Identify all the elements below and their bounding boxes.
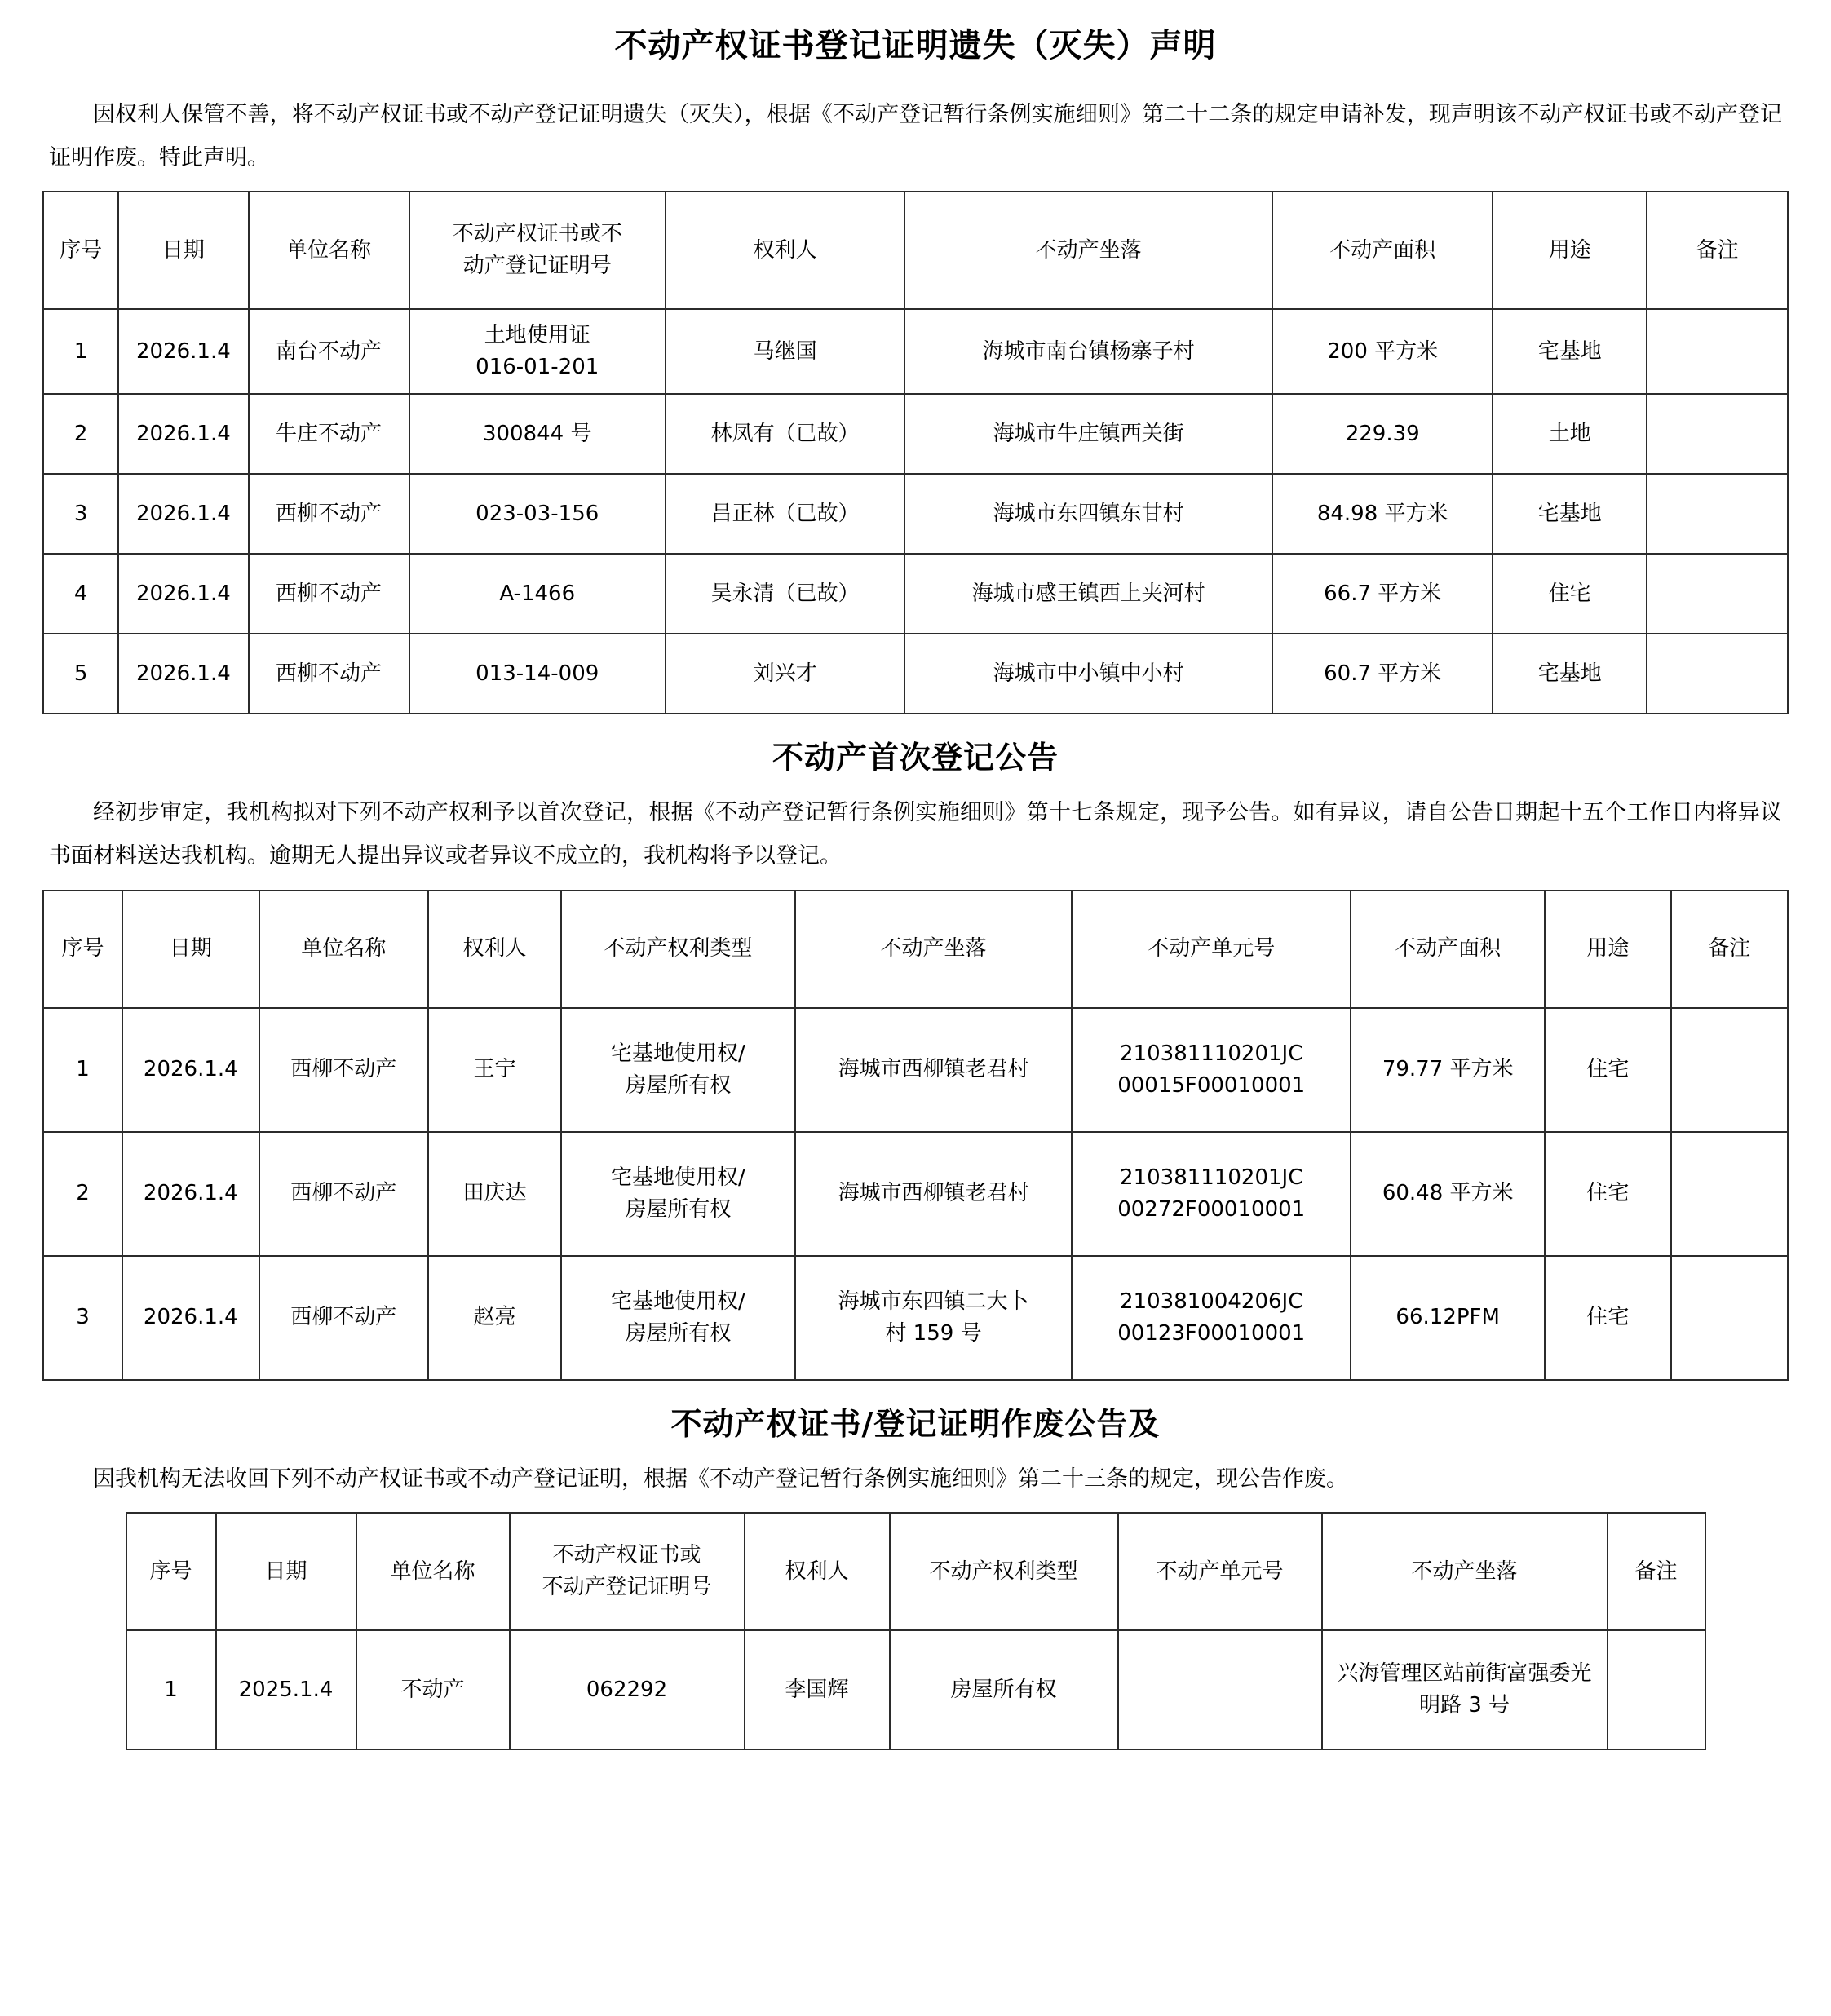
cell-cert-no: A-1466 [409, 554, 666, 634]
th-no: 序号 [43, 192, 118, 309]
cell-remark [1647, 634, 1788, 714]
cell-owner: 王宁 [428, 1008, 561, 1132]
th-no: 序号 [126, 1513, 216, 1630]
loss-declaration-paragraph: 因权利人保管不善，将不动产权证书或不动产登记证明遗失（灭失），根据《不动产登记暂行条例实施细则》第二十二条的规定申请补发，现声明该不动产权证书或不动产登记证明作废。特此声明。 [49, 102, 1782, 170]
cell-date: 2026.1.4 [118, 554, 248, 634]
cell-use: 土地 [1493, 394, 1647, 474]
cell-area: 229.39 [1272, 394, 1493, 474]
section-title-void-notice: 不动产权证书/登记证明作废公告及 [670, 1405, 1161, 1442]
th-unit: 单位名称 [259, 891, 428, 1008]
cell-unit-no-line2: 00015F00010001 [1117, 1072, 1306, 1098]
cell-date: 2026.1.4 [118, 309, 248, 394]
cell-unit: 西柳不动产 [249, 554, 409, 634]
th-area: 不动产面积 [1351, 891, 1545, 1008]
cell-location-line2: 村 159 号 [885, 1320, 982, 1346]
th-date: 日期 [216, 1513, 356, 1630]
cell-unit-no [1072, 1132, 1351, 1256]
cell-location [795, 1256, 1073, 1380]
cell-use: 住宅 [1545, 1256, 1670, 1380]
cell-location-line1: 兴海管理区站前街富强委光 [1337, 1661, 1592, 1687]
cell-unit-no-line1: 210381110201JC [1120, 1041, 1303, 1066]
th-use: 用途 [1493, 192, 1647, 309]
cell-date: 2026.1.4 [118, 634, 248, 714]
cell-cert-no: 013-14-009 [409, 634, 666, 714]
th-unit: 单位名称 [356, 1513, 510, 1630]
first-registration-table [42, 890, 1789, 1381]
cell-use: 宅基地 [1493, 309, 1647, 394]
cell-date: 2026.1.4 [122, 1132, 259, 1256]
cell-remark [1647, 554, 1788, 634]
cell-right-type-line1: 宅基地使用权/ [610, 1289, 745, 1314]
cell-unit-no-line2: 00272F00010001 [1117, 1196, 1306, 1222]
cell-location [795, 1132, 1073, 1256]
th-remark: 备注 [1608, 1513, 1705, 1630]
th-cert-no [510, 1513, 745, 1630]
cell-unit: 牛庄不动产 [249, 394, 409, 474]
th-owner: 权利人 [666, 192, 904, 309]
cell-unit-no-line1: 210381004206JC [1120, 1289, 1303, 1314]
th-location: 不动产坐落 [904, 192, 1272, 309]
cell-location: 海城市牛庄镇西关街 [904, 394, 1272, 474]
cell-right-type-line1: 宅基地使用权/ [610, 1041, 745, 1066]
th-remark: 备注 [1647, 192, 1788, 309]
cell-date: 2026.1.4 [122, 1256, 259, 1380]
cell-unit-no [1072, 1256, 1351, 1380]
cell-location [795, 1008, 1073, 1132]
section-title-first-registration: 不动产首次登记公告 [772, 740, 1059, 776]
cell-cert-no: 300844 号 [409, 394, 666, 474]
cell-date: 2026.1.4 [118, 394, 248, 474]
cell-unit: 西柳不动产 [249, 634, 409, 714]
cell-unit: 西柳不动产 [259, 1008, 428, 1132]
cell-location: 海城市南台镇杨寨子村 [904, 309, 1272, 394]
void-notice-table [126, 1512, 1706, 1750]
cell-right-type-line2: 房屋所有权 [625, 1072, 732, 1098]
table-header-row [43, 891, 1788, 1008]
cell-owner: 吴永清（已故） [666, 554, 904, 634]
cell-unit-no-line1: 210381110201JC [1120, 1165, 1303, 1190]
cell-remark [1671, 1008, 1788, 1132]
cell-use: 宅基地 [1493, 634, 1647, 714]
cell-area: 84.98 平方米 [1272, 474, 1493, 554]
cell-remark [1608, 1630, 1705, 1749]
cell-unit-no [1118, 1630, 1322, 1749]
cell-right-type [561, 1256, 795, 1380]
th-owner: 权利人 [428, 891, 561, 1008]
cell-unit: 不动产 [356, 1630, 510, 1749]
table-row [43, 634, 1788, 714]
loss-declaration-table [42, 191, 1789, 714]
th-cert-no [409, 192, 666, 309]
void-notice-paragraph: 因我机构无法收回下列不动产权证书或不动产登记证明，根据《不动产登记暂行条例实施细则》第二十三条的规定，现公告作废。 [93, 1466, 1348, 1492]
cell-remark [1647, 474, 1788, 554]
table-row [43, 1008, 1788, 1132]
cell-date: 2026.1.4 [118, 474, 248, 554]
cell-use: 住宅 [1545, 1132, 1670, 1256]
cell-remark [1671, 1256, 1788, 1380]
table-row [43, 554, 1788, 634]
th-cert-no-line2: 不动产登记证明号 [542, 1575, 712, 1600]
th-location: 不动产坐落 [795, 891, 1073, 1008]
cell-unit: 南台不动产 [249, 309, 409, 394]
cell-remark [1671, 1132, 1788, 1256]
cell-owner: 马继国 [666, 309, 904, 394]
cell-area: 60.48 平方米 [1351, 1132, 1545, 1256]
th-right-type: 不动产权利类型 [890, 1513, 1118, 1630]
cell-owner: 吕正林（已故） [666, 474, 904, 554]
cell-cert-no-line2: 016-01-201 [475, 355, 599, 380]
cell-location-line1: 海城市西柳镇老君村 [838, 1057, 1029, 1082]
th-use: 用途 [1545, 891, 1670, 1008]
table-row [43, 309, 1788, 394]
cell-right-type [561, 1132, 795, 1256]
cell-no: 1 [43, 309, 118, 394]
th-owner: 权利人 [745, 1513, 890, 1630]
cell-cert-no: 062292 [510, 1630, 745, 1749]
cell-unit: 西柳不动产 [249, 474, 409, 554]
th-date: 日期 [122, 891, 259, 1008]
cell-no: 3 [43, 474, 118, 554]
cell-use: 住宅 [1493, 554, 1647, 634]
th-remark: 备注 [1671, 891, 1788, 1008]
cell-no: 2 [43, 394, 118, 474]
cell-location: 海城市感王镇西上夹河村 [904, 554, 1272, 634]
th-no: 序号 [43, 891, 122, 1008]
cell-area: 60.7 平方米 [1272, 634, 1493, 714]
th-location: 不动产坐落 [1322, 1513, 1608, 1630]
th-cert-no-line1: 不动产权证书或不 [452, 222, 622, 247]
table-row [43, 1256, 1788, 1380]
cell-use: 宅基地 [1493, 474, 1647, 554]
cell-remark [1647, 309, 1788, 394]
cell-owner: 赵亮 [428, 1256, 561, 1380]
cell-right-type [561, 1008, 795, 1132]
cell-location-line1: 海城市西柳镇老君村 [838, 1181, 1029, 1206]
cell-remark [1647, 394, 1788, 474]
cell-location-line2: 明路 3 号 [1418, 1693, 1510, 1718]
cell-location-line1: 海城市东四镇二大卜 [838, 1289, 1029, 1314]
first-registration-paragraph: 经初步审定，我机构拟对下列不动产权利予以首次登记，根据《不动产登记暂行条例实施细则》第十七条规定，现予公告。如有异议，请自公告日期起十五个工作日内将异议书面材料送达我机构。逾期无人提出异议或者异议不成立的，我机构将予以登记。 [49, 800, 1782, 869]
cell-no: 5 [43, 634, 118, 714]
th-date: 日期 [118, 192, 248, 309]
cell-date: 2026.1.4 [122, 1008, 259, 1132]
cell-area: 200 平方米 [1272, 309, 1493, 394]
cell-owner: 李国辉 [745, 1630, 890, 1749]
cell-location [1322, 1630, 1608, 1749]
table-row [126, 1630, 1705, 1749]
cell-unit: 西柳不动产 [259, 1132, 428, 1256]
table-header-row [43, 192, 1788, 309]
cell-no: 1 [126, 1630, 216, 1749]
cell-owner: 林凤有（已故） [666, 394, 904, 474]
cell-no: 2 [43, 1132, 122, 1256]
th-cert-no-line2: 动产登记证明号 [462, 254, 612, 279]
table-header-row [126, 1513, 1705, 1630]
page-title: 不动产权证书登记证明遗失（灭失）声明 [614, 27, 1217, 64]
cell-owner: 田庆达 [428, 1132, 561, 1256]
cell-right-type: 房屋所有权 [890, 1630, 1118, 1749]
cell-area: 66.7 平方米 [1272, 554, 1493, 634]
th-cert-no-line1: 不动产权证书或 [552, 1543, 701, 1568]
cell-unit-no [1072, 1008, 1351, 1132]
th-area: 不动产面积 [1272, 192, 1493, 309]
cell-unit-no-line2: 00123F00010001 [1117, 1320, 1306, 1346]
cell-unit: 西柳不动产 [259, 1256, 428, 1380]
th-unit: 单位名称 [249, 192, 409, 309]
table-row [43, 474, 1788, 554]
table-row [43, 1132, 1788, 1256]
cell-right-type-line2: 房屋所有权 [625, 1320, 732, 1346]
cell-no: 4 [43, 554, 118, 634]
cell-area: 79.77 平方米 [1351, 1008, 1545, 1132]
cell-area: 66.12PFM [1351, 1256, 1545, 1380]
cell-owner: 刘兴才 [666, 634, 904, 714]
cell-location: 海城市中小镇中小村 [904, 634, 1272, 714]
th-right-type: 不动产权利类型 [561, 891, 795, 1008]
table-row [43, 394, 1788, 474]
cell-cert-no-line1: 土地使用证 [484, 323, 590, 348]
cell-use: 住宅 [1545, 1008, 1670, 1132]
cell-right-type-line1: 宅基地使用权/ [610, 1165, 745, 1190]
cell-right-type-line2: 房屋所有权 [625, 1196, 732, 1222]
cell-location: 海城市东四镇东甘村 [904, 474, 1272, 554]
th-unit-no: 不动产单元号 [1118, 1513, 1322, 1630]
cell-no: 1 [43, 1008, 122, 1132]
cell-date: 2025.1.4 [216, 1630, 356, 1749]
cell-cert-no: 023-03-156 [409, 474, 666, 554]
th-unit-no: 不动产单元号 [1072, 891, 1351, 1008]
cell-cert-no [409, 309, 666, 394]
cell-no: 3 [43, 1256, 122, 1380]
